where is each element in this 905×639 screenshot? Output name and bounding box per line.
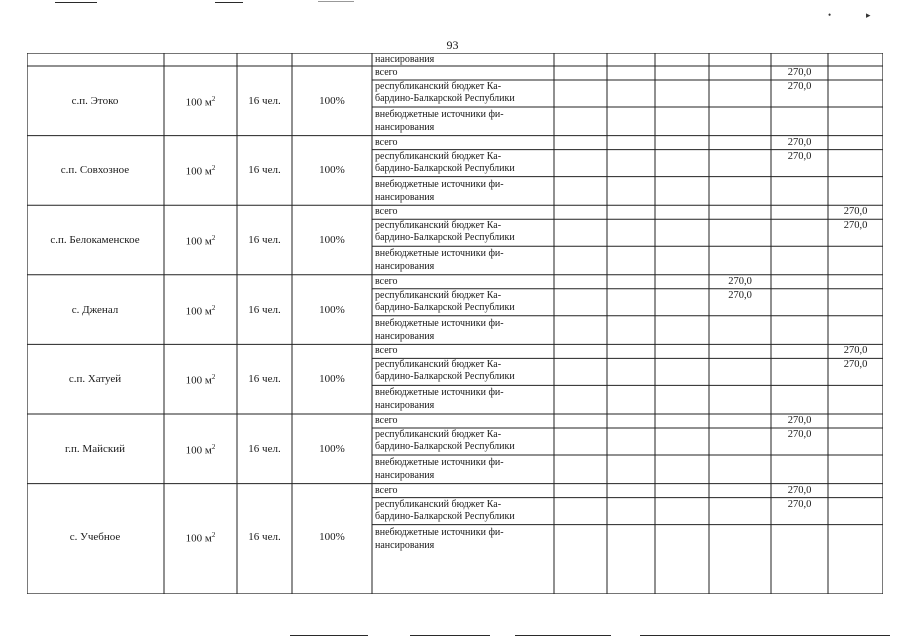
label-total: всего [375,345,398,357]
people-count: 16 чел. [248,94,281,107]
people-count: 16 чел. [248,303,281,316]
people-count: 16 чел. [248,164,281,177]
value-total: 270,0 [728,275,752,287]
area-value [164,234,237,248]
scan-mark [318,1,354,2]
label-republic-budget: бардино-Балкарской Республики [375,232,515,244]
percent-value: 100% [319,373,345,386]
label-republic-budget: бардино-Балкарской Республики [375,441,515,452]
label-republic-budget: республиканский бюджет Ка- [375,289,502,301]
people-count: 16 чел. [248,442,281,455]
label-extra-budget: нансирования [375,122,435,133]
value-republic-budget: 270,0 [787,150,812,162]
area-value [164,164,237,178]
area-unit-exponent: 2 [211,530,216,539]
label-extra-budget: нансирования [375,539,435,551]
area-value [164,531,237,545]
value-republic-budget: 270,0 [787,81,812,92]
value-total: 270,0 [787,484,812,496]
scan-mark [640,635,890,636]
label-total: всего [375,67,398,78]
label-republic-budget: республиканский бюджет Ка- [375,429,502,440]
scan-mark [215,2,243,3]
label-extra-budget: внебюджетные источники фи- [375,457,504,468]
area-value [164,443,237,457]
page-number: 93 [446,38,459,52]
header-continuation: нансирования [375,54,435,65]
scan-speck: • [828,10,832,20]
value-total: 270,0 [843,206,868,218]
area-value [164,304,237,318]
label-total: всего [375,206,398,218]
people-count: 16 чел. [248,234,281,246]
settlement-name: с.п. Этоко [71,94,119,107]
label-republic-budget: бардино-Балкарской Республики [375,93,515,104]
label-extra-budget: внебюджетные источники фи- [375,178,504,190]
value-republic-budget: 270,0 [787,429,812,440]
value-total: 270,0 [787,415,812,426]
label-republic-budget: республиканский бюджет Ка- [375,220,502,232]
people-count: 16 чел. [248,530,281,543]
settlement-name: с.п. Хатуей [68,373,122,386]
settlement-name: с. Дженал [71,303,119,316]
label-republic-budget: республиканский бюджет Ка- [375,498,502,510]
scan-mark [410,635,490,636]
label-republic-budget: республиканский бюджет Ка- [375,150,502,162]
label-extra-budget: внебюджетные источники фи- [375,109,504,120]
settlement-name: с. Учебное [69,530,121,543]
label-extra-budget: внебюджетные источники фи- [375,248,504,260]
area-unit-exponent: 2 [211,373,216,382]
area-unit-exponent: 2 [211,303,216,312]
scan-mark [290,635,368,636]
value-republic-budget: 270,0 [728,289,752,301]
label-extra-budget: внебюджетные источники фи- [375,317,504,329]
label-total: всего [375,415,398,426]
percent-value: 100% [319,530,345,543]
settlement-name: с.п. Совхозное [60,164,130,177]
label-republic-budget: бардино-Балкарской Республики [375,301,515,313]
label-extra-budget: нансирования [375,470,435,481]
scan-speck: ▸ [866,10,871,20]
label-extra-budget: нансирования [375,400,435,412]
area-number: 100 м [185,96,212,109]
percent-value: 100% [319,94,345,107]
label-republic-budget: бардино-Балкарской Республики [375,510,515,522]
label-extra-budget: нансирования [375,330,435,342]
area-number: 100 м [185,444,212,457]
value-republic-budget: 270,0 [787,498,812,510]
label-total: всего [375,136,398,148]
label-total: всего [375,275,398,287]
value-republic-budget: 270,0 [843,220,868,232]
label-extra-budget: нансирования [375,261,435,273]
percent-value: 100% [319,164,345,177]
label-extra-budget: внебюджетные источники фи- [375,387,504,399]
area-unit-exponent: 2 [211,164,216,173]
percent-value: 100% [319,442,345,455]
area-number: 100 м [185,532,212,545]
label-extra-budget: нансирования [375,191,435,203]
value-total: 270,0 [787,136,812,148]
label-republic-budget: бардино-Балкарской Республики [375,371,515,383]
area-unit-exponent: 2 [211,94,216,103]
area-number: 100 м [185,166,212,179]
settlement-name: г.п. Майский [65,442,125,455]
area-number: 100 м [185,235,212,248]
people-count: 16 чел. [248,373,281,386]
scan-mark [55,2,97,3]
label-republic-budget: республиканский бюджет Ка- [375,359,502,371]
area-value [164,373,237,387]
label-republic-budget: бардино-Балкарской Республики [375,162,515,174]
label-extra-budget: внебюджетные источники фи- [375,526,504,538]
scan-mark [515,635,611,636]
label-republic-budget: республиканский бюджет Ка- [375,81,502,92]
value-republic-budget: 270,0 [843,359,868,371]
area-unit-exponent: 2 [211,234,216,242]
percent-value: 100% [319,234,345,246]
area-unit-exponent: 2 [211,442,216,451]
value-total: 270,0 [843,345,868,357]
settlement-name: с.п. Белокаменское [50,234,140,246]
label-total: всего [375,484,398,496]
area-number: 100 м [185,374,212,387]
percent-value: 100% [319,303,345,316]
funding-table [27,53,883,594]
area-number: 100 м [185,305,212,318]
value-total: 270,0 [787,67,812,78]
area-value [164,95,237,109]
